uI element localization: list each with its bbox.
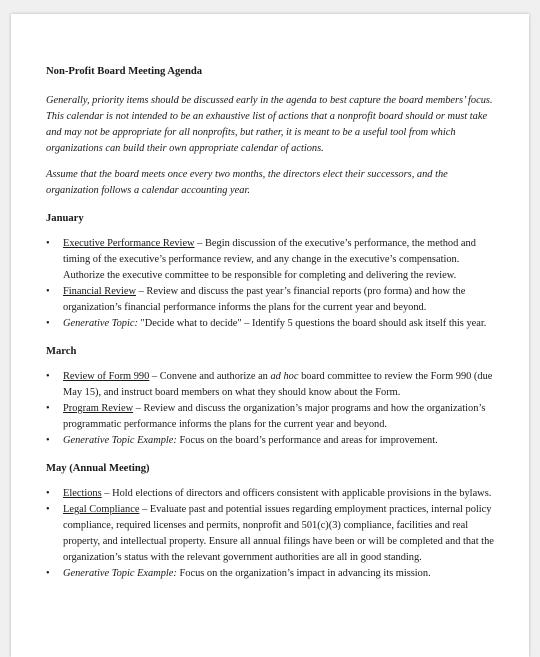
item-separator: – (139, 504, 150, 515)
list-item (46, 486, 499, 502)
item-text: Evaluate past and potential issues regarding employment practices, internal policy compliance, required licenses and permits, nonprofit and 501(c)(3) compliance, facilities and real property, and intellectual property. Ensure all annual filings have been or will be completed and that the organization’s status with the relevant government authorities are all in good standing. (63, 504, 494, 563)
item-text: Review and discuss the organization’s major programs and how the organization’s programmatic performance informs the plans for the current year and beyond. (63, 403, 486, 430)
march-item-list (46, 369, 499, 449)
item-text: Review and discuss the past year’s financial reports (pro forma) and how the organization’s financial performance informs the plans for the current year and beyond. (63, 286, 466, 313)
intro-paragraph-1: Generally, priority items should be discussed early in the agenda to best capture the board members’ focus. This calendar is not intended to be an exhaustive list of actions that a nonprofit board should or must take and may not be appropriate for all nonprofits, but rather, it is meant to be a useful tool from which organizations can build their own appropriate calendar of actions. (46, 95, 493, 154)
bullet-icon: • (46, 238, 50, 249)
item-lead: Generative Topic Example: (63, 435, 177, 446)
bullet-icon: • (46, 286, 50, 297)
item-text-pre: Convene and authorize an (159, 371, 271, 382)
item-text: Hold elections of directors and officers consistent with applicable provisions in the bylaws. (112, 488, 492, 499)
item-separator: – (136, 286, 147, 297)
item-separator: – (194, 238, 205, 249)
list-item (46, 401, 499, 433)
document-title: Non-Profit Board Meeting Agenda (46, 66, 203, 77)
list-item (46, 502, 499, 566)
list-item (46, 369, 499, 401)
item-lead: Legal Compliance (63, 504, 140, 515)
list-item (46, 316, 499, 332)
section-heading-january: January (46, 213, 84, 224)
may-item-list (46, 486, 499, 582)
item-text: Begin discussion of the executive’s performance, the method and timing of the executive’s performance review, and any change in the executive’s compensation. Authorize the executive committee to be responsible for completing and delivering the review. (63, 238, 476, 281)
item-separator: – (149, 371, 160, 382)
bullet-icon: • (46, 568, 50, 579)
bullet-icon: • (46, 403, 50, 414)
bullet-icon: • (46, 371, 50, 382)
list-item (46, 433, 499, 449)
item-lead: Review of Form 990 (63, 371, 150, 382)
item-lead: Generative Topic Example: (63, 568, 177, 579)
item-text-emphasis: ad hoc (270, 371, 299, 382)
item-lead: Elections (63, 488, 102, 499)
intro-paragraph-2: Assume that the board meets once every two months, the directors elect their successors, and the organization follows a calendar accounting year. (46, 169, 448, 196)
item-separator: – (133, 403, 144, 414)
item-text: Focus on the organization’s impact in advancing its mission. (179, 568, 431, 579)
bullet-icon: • (46, 318, 50, 329)
item-lead: Generative Topic: (63, 318, 138, 329)
bullet-icon: • (46, 504, 50, 515)
document-page (11, 14, 529, 657)
item-lead: Program Review (63, 403, 134, 414)
item-separator: – (101, 488, 113, 499)
item-lead: Executive Performance Review (63, 238, 195, 249)
item-text-post: board committee to review the Form 990 (due May 15), and instruct board members on what they should know about the Form. (63, 371, 493, 398)
list-item (46, 284, 499, 316)
item-lead: Financial Review (63, 286, 137, 297)
list-item (46, 236, 499, 284)
item-text: Focus on the board’s performance and areas for improvement. (179, 435, 438, 446)
list-item (46, 566, 499, 582)
bullet-icon: • (46, 435, 50, 446)
section-heading-march: March (46, 346, 77, 357)
item-text: "Decide what to decide" – Identify 5 questions the board should ask itself this year. (140, 318, 487, 329)
january-item-list (46, 236, 499, 332)
bullet-icon: • (46, 488, 50, 499)
section-heading-may: May (Annual Meeting) (46, 463, 150, 474)
